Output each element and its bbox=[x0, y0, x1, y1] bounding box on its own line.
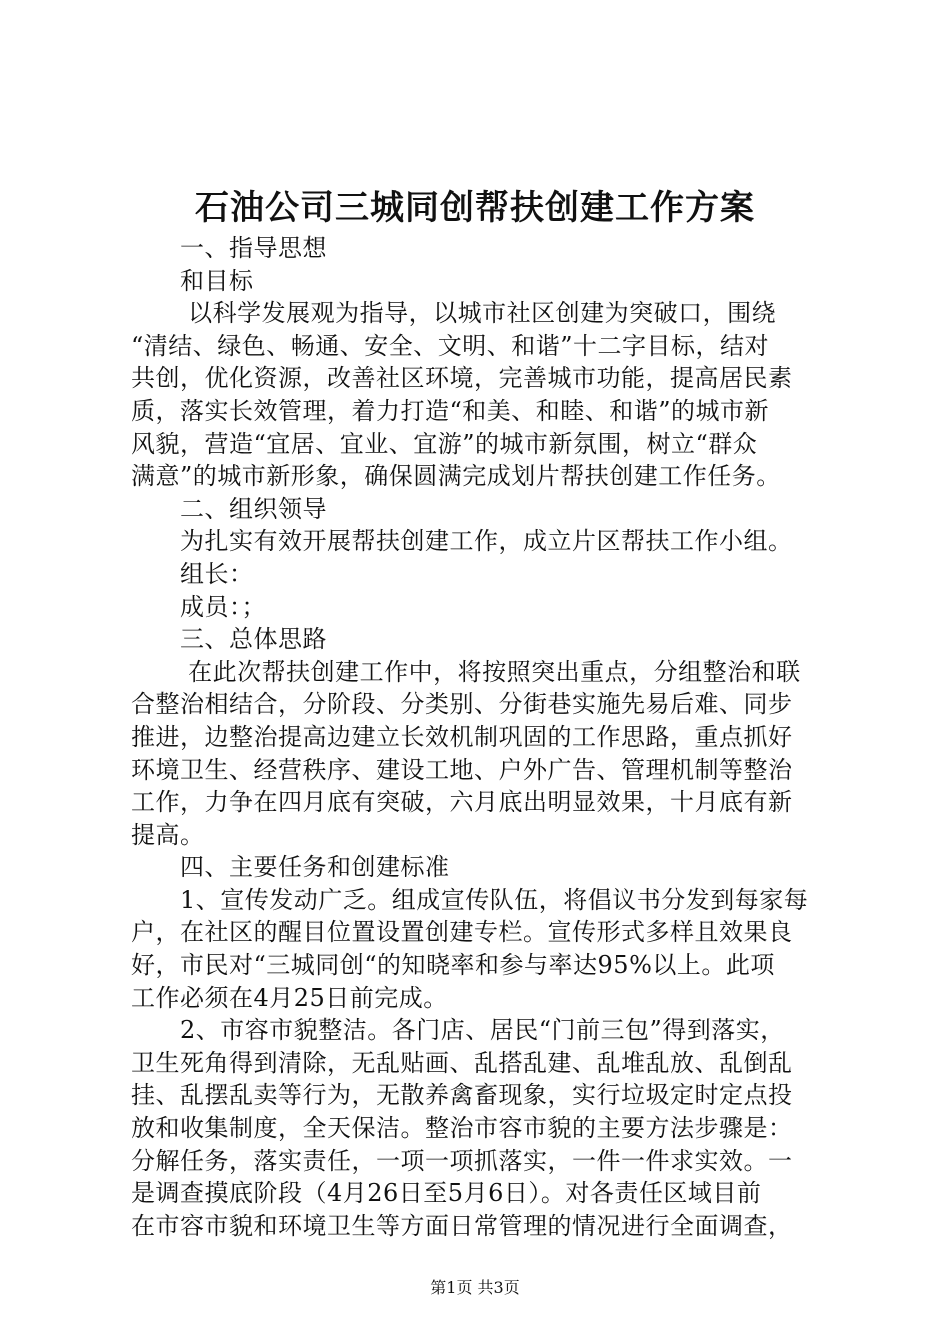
body-line: 组长： bbox=[131, 559, 254, 588]
body-line: 和目标 bbox=[131, 266, 254, 295]
body-line: 提高。 bbox=[131, 820, 205, 849]
body-line: 好，市民对“三城同创“的知晓率和参与率达95%以上。此项 bbox=[131, 951, 775, 980]
section-heading: 三、总体思路 bbox=[131, 625, 327, 654]
body-line: 在市容市貌和环境卫生等方面日常管理的情况进行全面调查， bbox=[131, 1211, 793, 1240]
body-line: 以科学发展观为指导，以城市社区创建为突破口，围绕 bbox=[131, 299, 777, 328]
page-footer: 第1页 共3页 bbox=[430, 1278, 520, 1297]
body-line: 在此次帮扶创建工作中，将按照突出重点，分组整治和联 bbox=[131, 657, 801, 686]
body-line: 分解任务，落实责任，一项一项抓落实，一件一件求实效。一 bbox=[131, 1146, 793, 1175]
body-line: 卫生死角得到清除，无乱贴画、乱搭乱建、乱堆乱放、乱倒乱 bbox=[131, 1048, 793, 1077]
body-line: 工作，力争在四月底有突破，六月底出明显效果，十月底有新 bbox=[131, 788, 793, 817]
body-line: 工作必须在4月25日前完成。 bbox=[131, 983, 448, 1012]
body-line: 满意”的城市新形象，确保圆满完成划片帮扶创建工作任务。 bbox=[131, 462, 781, 491]
document-body bbox=[131, 232, 831, 1242]
body-line: 挂、乱摆乱卖等行为，无散养禽畜现象，实行垃圾定时定点投 bbox=[131, 1081, 793, 1110]
body-line: “清结、绿色、畅通、安全、文明、和谐”十二字目标，结对 bbox=[131, 331, 770, 360]
body-line: 放和收集制度，全天保洁。整治市容市貌的主要方法步骤是： bbox=[131, 1114, 793, 1143]
section-heading: 四、主要任务和创建标准 bbox=[131, 853, 450, 882]
body-line: 一、指导思想 bbox=[131, 234, 327, 262]
section-heading: 二、组织领导 bbox=[131, 494, 327, 523]
body-line: 推进，边整治提高边建立长效机制巩固的工作思路，重点抓好 bbox=[131, 722, 793, 751]
body-line: 合整治相结合，分阶段、分类别、分街巷实施先易后难、同步 bbox=[131, 690, 793, 719]
body-line: 是调查摸底阶段（4月26日至5月6日）。对各责任区域目前 bbox=[131, 1179, 762, 1208]
body-line: 共创，优化资源，改善社区环境，完善城市功能，提高居民素 bbox=[131, 364, 793, 393]
body-line: 户，在社区的醒目位置设置创建专栏。宣传形式多样且效果良 bbox=[131, 918, 793, 947]
body-line: 风貌，营造“宜居、宜业、宜游”的城市新氛围，树立“群众 bbox=[131, 429, 758, 458]
body-line: 1、宣传发动广乏。组成宣传队伍，将倡议书分发到每家每 bbox=[131, 885, 809, 914]
document-title: 石油公司三城同创帮扶创建工作方案 bbox=[195, 188, 755, 228]
body-line: 2、市容市貌整洁。各门店、居民“门前三包”得到落实， bbox=[131, 1016, 785, 1045]
body-line: 成员：； bbox=[131, 592, 266, 621]
body-line: 环境卫生、经营秩序、建设工地、户外广告、管理机制等整治 bbox=[131, 755, 793, 784]
body-line: 质，落实长效管理，着力打造“和美、和睦、和谐”的城市新 bbox=[131, 396, 770, 425]
body-line: 为扎实有效开展帮扶创建工作，成立片区帮扶工作小组。 bbox=[131, 527, 793, 556]
